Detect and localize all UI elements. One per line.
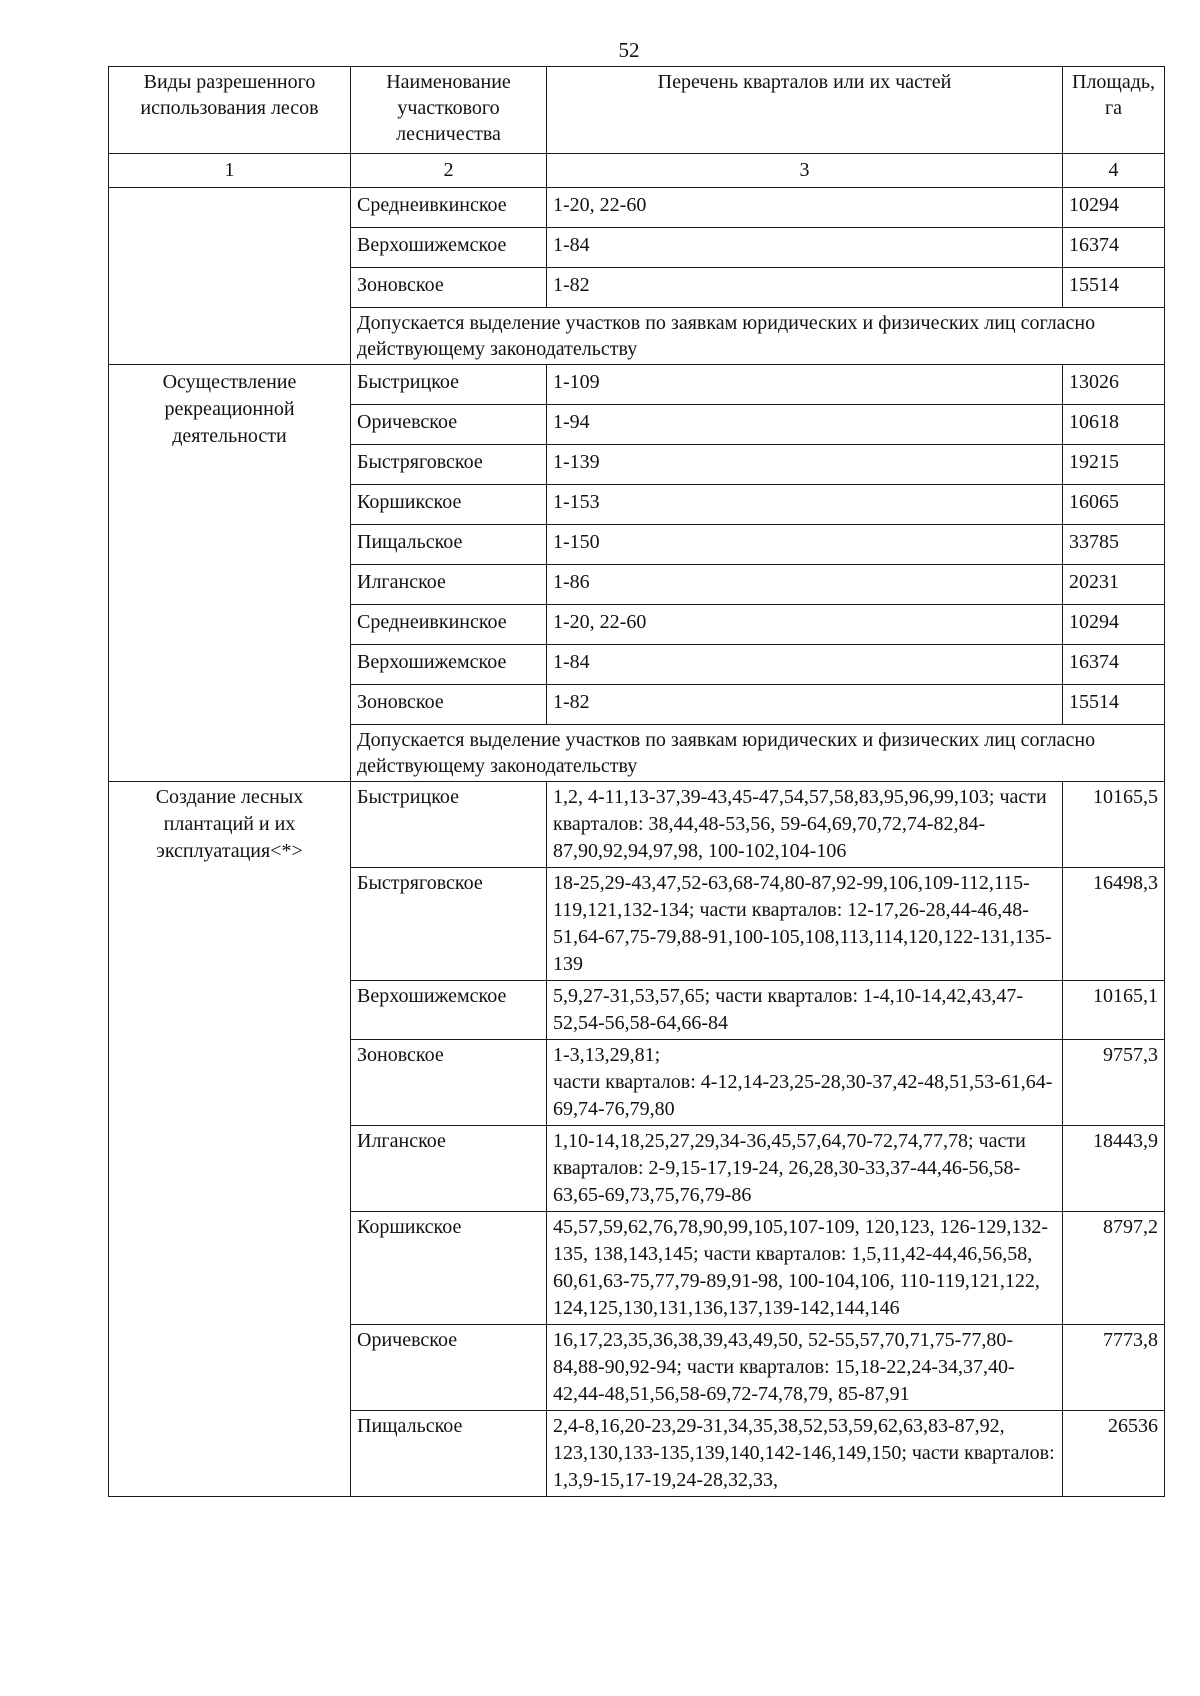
quarters-cell: 16,17,23,35,36,38,39,43,49,50, 52-55,57,70,71,75-77,80-84,88-90,92-94; части кварталов: 15,18-22,24-34,37,40-42,44-48,51,56,58-69,72-74,78,79, 85-87,91 xyxy=(547,1325,1063,1411)
area-cell: 10294 xyxy=(1063,188,1165,228)
table-row xyxy=(109,782,1165,868)
forestry-cell: Коршикское xyxy=(351,1212,547,1325)
quarters-cell: 1-82 xyxy=(547,268,1063,308)
forestry-cell: Илганское xyxy=(351,1126,547,1212)
area-cell: 18443,9 xyxy=(1063,1126,1165,1212)
kind-cell-empty xyxy=(109,188,351,365)
area-cell: 20231 xyxy=(1063,565,1165,605)
forestry-cell: Быстряговское xyxy=(351,445,547,485)
quarters-cell: 1-150 xyxy=(547,525,1063,565)
quarters-cell xyxy=(547,1040,1063,1126)
quarters-cell: 1-84 xyxy=(547,645,1063,685)
area-cell: 10294 xyxy=(1063,605,1165,645)
area-cell: 15514 xyxy=(1063,268,1165,308)
column-number: 4 xyxy=(1063,154,1165,188)
quarters-cell: 2,4-8,16,20-23,29-31,34,35,38,52,53,59,62,63,83-87,92, 123,130,133-135,139,140,142-146,149,150; части кварталов: 1,3,9-15,17-19,24-28,32,33, xyxy=(547,1411,1063,1497)
quarters-line: части кварталов: 4-12,14-23,25-28,30-37,42-48,51,53-61,64-69,74-76,79,80 xyxy=(553,1071,1053,1120)
area-cell: 8797,2 xyxy=(1063,1212,1165,1325)
area-cell: 10165,5 xyxy=(1063,782,1165,868)
area-cell: 19215 xyxy=(1063,445,1165,485)
quarters-cell: 45,57,59,62,76,78,90,99,105,107-109, 120,123, 126-129,132-135, 138,143,145; части кварталов: 1,5,11,42-44,46,56,58, 60,61,63-75,77,79-89,91-98, 100-104,106, 110-119,121,122, 124,125,130,131,136,137,139-142,144,146 xyxy=(547,1212,1063,1325)
column-number-row xyxy=(109,154,1165,188)
area-cell: 26536 xyxy=(1063,1411,1165,1497)
quarters-cell: 1-139 xyxy=(547,445,1063,485)
area-cell: 10165,1 xyxy=(1063,981,1165,1040)
header-row xyxy=(109,67,1165,154)
note-cell: Допускается выделение участков по заявкам юридических и физических лиц согласно действующему законодательству xyxy=(351,725,1165,782)
forestry-cell: Среднеивкинское xyxy=(351,605,547,645)
forestry-cell: Оричевское xyxy=(351,405,547,445)
forestry-cell: Быстрицкое xyxy=(351,782,547,868)
area-cell: 33785 xyxy=(1063,525,1165,565)
column-number: 3 xyxy=(547,154,1063,188)
quarters-cell: 1-84 xyxy=(547,228,1063,268)
forestry-cell: Илганское xyxy=(351,565,547,605)
forestry-cell: Зоновское xyxy=(351,268,547,308)
quarters-cell: 1-20, 22-60 xyxy=(547,188,1063,228)
header-quarters: Перечень кварталов или их частей xyxy=(547,67,1063,154)
forestry-cell: Верхошижемское xyxy=(351,981,547,1040)
quarters-cell: 1-82 xyxy=(547,685,1063,725)
header-kind: Виды разрешенного использования лесов xyxy=(109,67,351,154)
quarters-cell: 1-94 xyxy=(547,405,1063,445)
forestry-cell: Среднеивкинское xyxy=(351,188,547,228)
area-cell: 9757,3 xyxy=(1063,1040,1165,1126)
forestry-cell: Зоновское xyxy=(351,685,547,725)
quarters-cell: 1-86 xyxy=(547,565,1063,605)
forestry-cell: Пищальское xyxy=(351,525,547,565)
area-cell: 16374 xyxy=(1063,228,1165,268)
header-forestry: Наименование участкового лесничества xyxy=(351,67,547,154)
kind-cell-recreation: Осуществление рекреационной деятельности xyxy=(109,365,351,782)
area-cell: 16498,3 xyxy=(1063,868,1165,981)
table-row xyxy=(109,365,1165,405)
kind-cell-plantations: Создание лесных плантаций и их эксплуатация<*> xyxy=(109,782,351,1497)
forestry-cell: Верхошижемское xyxy=(351,228,547,268)
quarters-cell: 1-20, 22-60 xyxy=(547,605,1063,645)
forestry-cell: Пищальское xyxy=(351,1411,547,1497)
table-row xyxy=(109,188,1165,228)
forestry-cell: Верхошижемское xyxy=(351,645,547,685)
quarters-line: 1-3,13,29,81; xyxy=(553,1044,661,1066)
quarters-cell: 1,2, 4-11,13-37,39-43,45-47,54,57,58,83,95,96,99,103; части кварталов: 38,44,48-53,56, 59-64,69,70,72,74-82,84-87,90,92,94,97,98, 100-102,104-106 xyxy=(547,782,1063,868)
quarters-cell: 5,9,27-31,53,57,65; части кварталов: 1-4,10-14,42,43,47-52,54-56,58-64,66-84 xyxy=(547,981,1063,1040)
quarters-cell: 1,10-14,18,25,27,29,34-36,45,57,64,70-72,74,77,78; части кварталов: 2-9,15-17,19-24, 26,28,30-33,37-44,46-56,58-63,65-69,73,75,76,79-86 xyxy=(547,1126,1063,1212)
forestry-cell: Зоновское xyxy=(351,1040,547,1126)
area-cell: 13026 xyxy=(1063,365,1165,405)
area-cell: 16374 xyxy=(1063,645,1165,685)
column-number: 2 xyxy=(351,154,547,188)
quarters-cell: 18-25,29-43,47,52-63,68-74,80-87,92-99,106,109-112,115-119,121,132-134; части кварталов: 12-17,26-28,44-46,48-51,64-67,75-79,88-91,100-105,108,113,114,120,122-131,135-139 xyxy=(547,868,1063,981)
forestry-cell: Быстряговское xyxy=(351,868,547,981)
quarters-cell: 1-109 xyxy=(547,365,1063,405)
page-number: 52 xyxy=(618,38,640,62)
header-area: Площадь, га xyxy=(1063,67,1165,154)
forest-use-table xyxy=(108,66,1165,1497)
note-cell: Допускается выделение участков по заявкам юридических и физических лиц согласно действующему законодательству xyxy=(351,308,1165,365)
area-cell: 15514 xyxy=(1063,685,1165,725)
area-cell: 16065 xyxy=(1063,485,1165,525)
quarters-cell: 1-153 xyxy=(547,485,1063,525)
area-cell: 10618 xyxy=(1063,405,1165,445)
forestry-cell: Быстрицкое xyxy=(351,365,547,405)
area-cell: 7773,8 xyxy=(1063,1325,1165,1411)
forestry-cell: Коршикское xyxy=(351,485,547,525)
column-number: 1 xyxy=(109,154,351,188)
forestry-cell: Оричевское xyxy=(351,1325,547,1411)
